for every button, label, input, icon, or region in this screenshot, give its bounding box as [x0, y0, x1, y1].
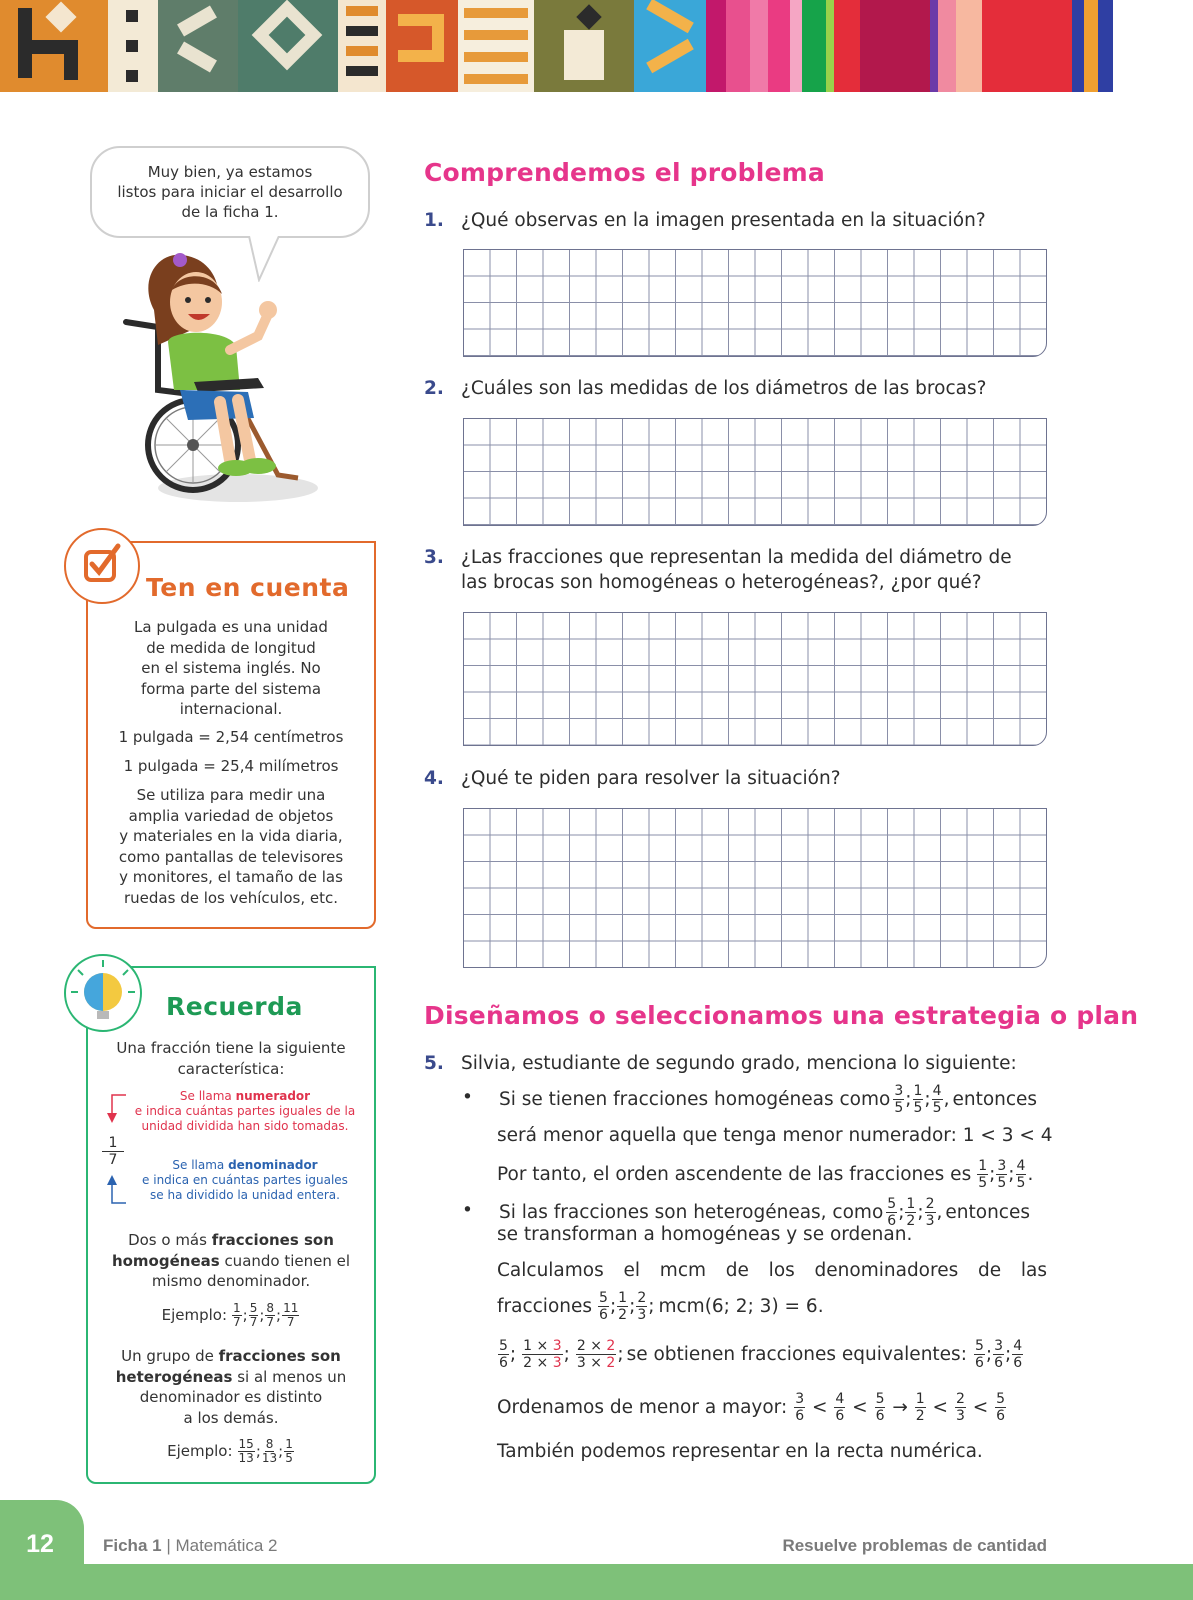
bubble-text: listos para iniciar el desarrollo [117, 183, 343, 201]
banner-stripe [158, 0, 238, 92]
brain-lightbulb-icon [64, 954, 142, 1032]
bubble-text: de la ficha 1. [181, 203, 279, 221]
footer-ficha: Ficha 1 | Matemática 2 [103, 1536, 278, 1555]
answer-grid-1[interactable] [463, 249, 1047, 357]
bullet-2-line-1: Si las fracciones son heterogéneas, como $\frac{5}{6}$ ; $\frac{1}{2}$ ; $\frac{2}{3}$ , entonces [499, 1195, 1030, 1229]
bullet-1-line-1: Si se tienen fracciones homogéneas como $\frac{3}{5}$ ; $\frac{1}{5}$ ; $\frac{4}{5}$ , entonces [499, 1082, 1038, 1116]
section-title-disenamos: Diseñamos o seleccionamos una estrategia o plan [424, 1001, 1139, 1030]
bubble-text: Muy bien, ya estamos [147, 163, 313, 181]
equivalence-mm: 1 pulgada = 25,4 milímetros [123, 757, 339, 775]
banner-stripe [726, 0, 750, 92]
bullet-1-line-3: Por tanto, el orden ascendente de las fracciones es $\frac{1}{5}$ ; $\frac{3}{5}$ ; $\frac{4}{5}$ . [497, 1157, 1034, 1191]
recuerda-intro: Una fracción tiene la siguiente característica: [116, 1039, 346, 1078]
ten-en-cuenta-paragraph-1: La pulgada es una unidad de medida de longitud en el sistema inglés. No forma parte del sistema internacional. [134, 618, 328, 718]
banner-stripe [802, 0, 826, 92]
footer-bar [0, 1564, 1193, 1600]
heterogeneous-example: Ejemplo: $\frac{15}{13}$ ; $\frac{8}{13}$ ; $\frac{1}{5}$ [167, 1436, 293, 1465]
banner-stripe [634, 0, 706, 92]
banner-stripe [930, 0, 938, 92]
equivalent-fractions-line: $\frac{5}{6}$ ; $\frac{1 \times 3}{2 \times 3}$ ; $\frac{2 \times 2}{3 \times 2}$ ; se obtienen fracciones equivalentes: $\frac{5}{6}$ ; $\frac{3}{6}$ ; $\frac{4}{6}$ [499, 1337, 1023, 1371]
fraction-anatomy [102, 1089, 362, 1211]
answer-grid-2[interactable] [463, 418, 1047, 526]
banner-stripe [956, 0, 982, 92]
banner-stripe [0, 0, 108, 92]
banner-stripe [338, 0, 386, 92]
banner-stripe [1098, 0, 1113, 92]
bullet-1-line-2: será menor aquella que tenga menor numerador: 1 < 3 < 4 [497, 1125, 1053, 1146]
denominator-label: Se llama denominador e indica en cuántas partes iguales se ha dividido la unidad entera. [142, 1158, 348, 1202]
banner-stripe [1072, 0, 1084, 92]
mcm-line-1: Calculamos el mcm de los denominadores de las [497, 1260, 1047, 1281]
ten-en-cuenta-paragraph-2: Se utiliza para medir una amplia variedad de objetos y materiales en la vida diaria, como pantallas de televisores y monitores, el tamaño de las ruedas de los vehículos, etc. [118, 786, 344, 907]
number-line-note: También podemos representar en la recta numérica. [497, 1441, 983, 1462]
girl-wheelchair-illustration [118, 250, 328, 515]
banner-stripe [458, 0, 534, 92]
heterogeneous-definition: Un grupo de fracciones son heterogéneas si al menos un denominador es distinto a los demás. [115, 1347, 347, 1427]
equiv-num-5: 5 [499, 1337, 508, 1354]
banner-stripe [238, 0, 338, 92]
bullet-dot: • [462, 1087, 473, 1108]
banner-stripe [706, 0, 726, 92]
bullet-2-line-2: se transforman a homogéneas y se ordenan. [497, 1224, 913, 1245]
speech-bubble [90, 146, 370, 238]
banner-stripe [386, 0, 458, 92]
mcm-line-2: fracciones $\frac{5}{6}$ ; $\frac{1}{2}$ ; $\frac{2}{3}$ ; mcm(6; 2; 3) = 6. [497, 1289, 824, 1323]
decorative-banner [0, 0, 1193, 92]
recuerda-box [86, 966, 376, 1484]
banner-stripe [826, 0, 834, 92]
ten-en-cuenta-title: Ten en cuenta [146, 573, 350, 602]
numerator-label: Se llama numerador e indica cuántas partes iguales de la unidad dividida han sido tomadas. [134, 1089, 356, 1133]
banner-stripe [750, 0, 768, 92]
recuerda-title: Recuerda [166, 992, 303, 1021]
banner-stripe [790, 0, 802, 92]
banner-stripe [768, 0, 790, 92]
banner-stripe [834, 0, 860, 92]
banner-stripe [938, 0, 956, 92]
banner-stripe [534, 0, 634, 92]
checkbox-icon [64, 528, 140, 604]
fraction-one-seventh: 1 7 [102, 1135, 124, 1168]
equivalence-cm: 1 pulgada = 2,54 centímetros [118, 728, 344, 746]
footer-competency: Resuelve problemas de cantidad [782, 1536, 1047, 1555]
homogeneous-definition: Dos o más fracciones son homogéneas cuando tienen el mismo denominador. [111, 1231, 351, 1290]
banner-stripe [1084, 0, 1098, 92]
banner-stripe [982, 0, 1072, 92]
section-title-comprendemos: Comprendemos el problema [424, 158, 825, 187]
page-number: 12 [26, 1530, 54, 1558]
bullet-dot: • [462, 1200, 473, 1221]
answer-grid-3[interactable] [463, 612, 1047, 746]
banner-stripe [108, 0, 158, 92]
ordering-line: Ordenamos de menor a mayor: $\frac{3}{6}$ < $\frac{4}{6}$ < $\frac{5}{6}$ → $\frac{1}{2}$ < $\frac{2}{3}$ < $\frac{5}{6}$ [497, 1390, 1006, 1424]
homogeneous-example: Ejemplo: $\frac{1}{7}$ ; $\frac{5}{7}$ ; $\frac{8}{7}$ ; $\frac{11}{7}$ [161, 1300, 299, 1329]
answer-grid-4[interactable] [463, 808, 1047, 968]
banner-stripe [860, 0, 930, 92]
